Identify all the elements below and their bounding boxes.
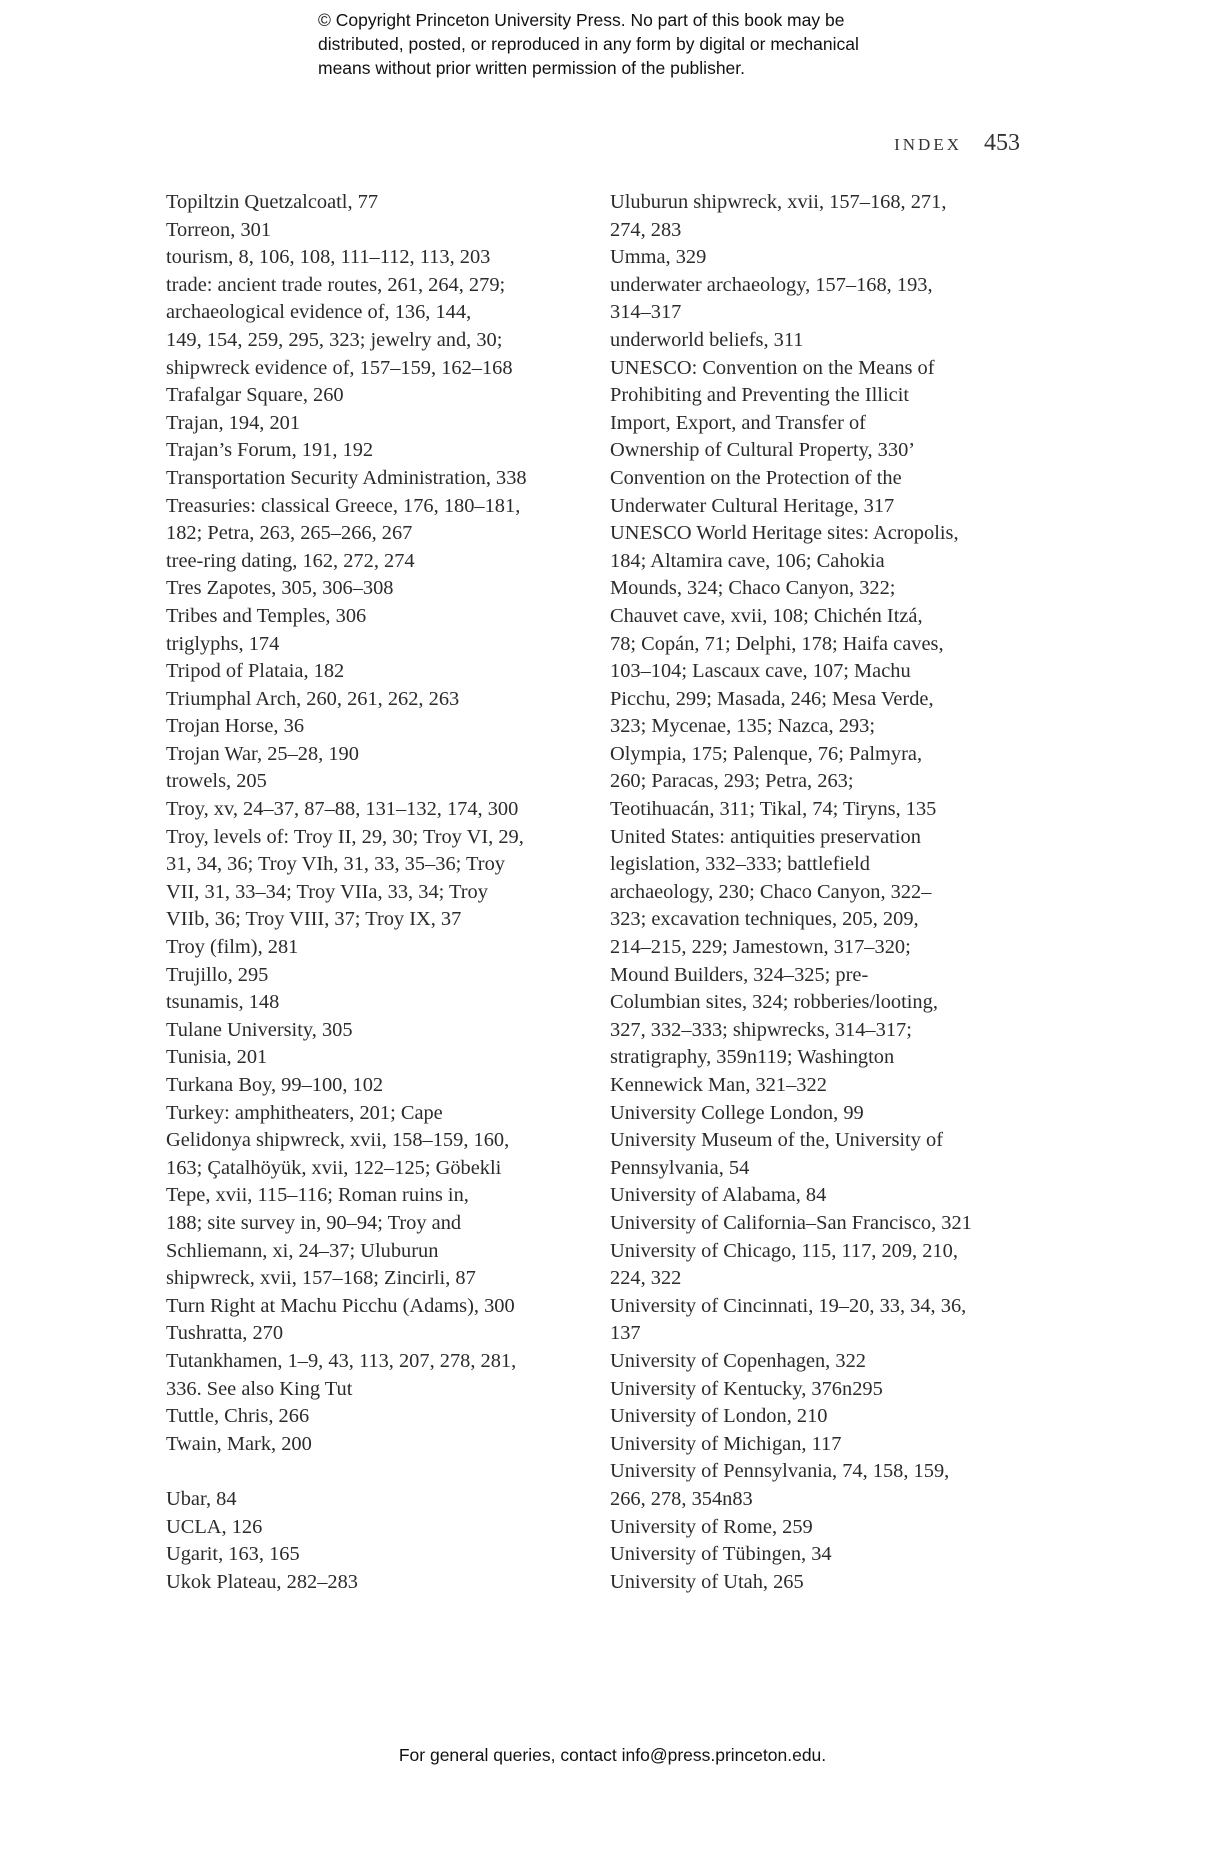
index-entry-line: Trajan, 194, 201: [166, 411, 301, 434]
footer-contact: For general queries, contact info@press.princeton.edu.: [398, 1745, 827, 1765]
index-entry: [610, 1127, 1038, 1182]
index-entry-line: Tunisia, 201: [166, 1046, 268, 1069]
index-entry-line: Trojan War, 25–28, 190: [166, 742, 359, 765]
index-entry: [610, 1100, 1038, 1128]
copyright-line: means without prior written permission of the publisher.: [318, 58, 746, 78]
index-entry-line: Underwater Cultural Heritage, 317: [610, 494, 895, 517]
index-entry-line: University of Michigan, 117: [610, 1432, 842, 1455]
index-entry: [166, 1569, 586, 1597]
index-entry-line: University of California–San Francisco, 321: [610, 1211, 972, 1234]
index-entry-line: Triumphal Arch, 260, 261, 262, 263: [166, 687, 460, 710]
index-entry: [166, 989, 586, 1017]
index-entry-line: University of Rome, 259: [610, 1515, 813, 1538]
index-entry-line: United States: antiquities preservation: [610, 825, 921, 848]
index-entry-line: Trujillo, 295: [166, 963, 269, 986]
index-entry: [166, 410, 586, 438]
index-entry-line: University Museum of the, University of: [610, 1129, 944, 1152]
copyright-notice: [318, 8, 958, 80]
index-entry-line: 214–215, 229; Jamestown, 317–320;: [610, 936, 911, 959]
index-entry: [610, 1210, 1038, 1238]
index-entry-line: Mound Builders, 324–325; pre-: [610, 963, 869, 986]
index-entry-line: 137: [610, 1322, 641, 1345]
index-entry-line: Torreon, 301: [166, 218, 272, 241]
index-entry-line: Ownership of Cultural Property, 330’: [610, 439, 916, 462]
index-entry-line: Import, Export, and Transfer of: [610, 411, 866, 434]
index-entry-line: 149, 154, 259, 295, 323; jewelry and, 30;: [166, 328, 503, 351]
index-entry-line: Tulane University, 305: [166, 1018, 353, 1041]
index-entry-line: 78; Copán, 71; Delphi, 178; Haifa caves,: [610, 632, 944, 655]
index-entry-line: 103–104; Lascaux cave, 107; Machu: [610, 660, 911, 683]
index-entry-line: Picchu, 299; Masada, 246; Mesa Verde,: [610, 687, 934, 710]
index-entry: [610, 1569, 1038, 1597]
index-entry-line: Topiltzin Quetzalcoatl, 77: [166, 191, 379, 213]
index-entry: [166, 603, 586, 631]
index-column-left: [166, 189, 586, 1596]
index-entry-line: 336. See also King Tut: [166, 1377, 353, 1400]
index-entry: [610, 189, 1038, 244]
index-entry: [166, 1100, 586, 1293]
index-entry-line: University of Utah, 265: [610, 1570, 804, 1593]
index-entry-line: University College London, 99: [610, 1101, 864, 1124]
index-entry-line: archaeological evidence of, 136, 144,: [166, 301, 472, 324]
index-entry: [166, 686, 586, 714]
index-entry: [166, 768, 586, 796]
index-entry-line: UNESCO: Convention on the Means of: [610, 356, 935, 379]
index-entry: [166, 1044, 586, 1072]
index-entry: [610, 1514, 1038, 1542]
index-entry-line: Ubar, 84: [166, 1487, 237, 1510]
running-head: [894, 130, 1020, 157]
index-entry: [166, 1072, 586, 1100]
index-entry: [610, 1541, 1038, 1569]
index-entry-line: Troy, levels of: Troy II, 29, 30; Troy VI, 29,: [166, 825, 524, 848]
index-entry: [610, 1238, 1038, 1293]
index-entry-line: trowels, 205: [166, 770, 267, 793]
index-entry: [166, 465, 586, 493]
index-entry-line: Tutankhamen, 1–9, 43, 113, 207, 278, 281,: [166, 1349, 517, 1372]
index-entry-line: University of Copenhagen, 322: [610, 1349, 866, 1372]
index-entry-line: 327, 332–333; shipwrecks, 314–317;: [610, 1018, 912, 1041]
index-entry-line: Transportation Security Administration, 338: [166, 466, 527, 489]
index-entry-line: Tepe, xvii, 115–116; Roman ruins in,: [166, 1184, 469, 1207]
index-entry-line: 163; Çatalhöyük, xvii, 122–125; Göbekli: [166, 1156, 502, 1179]
index-entry: [166, 796, 586, 824]
index-entry-line: tourism, 8, 106, 108, 111–112, 113, 203: [166, 246, 491, 269]
index-entry-line: 314–317: [610, 301, 682, 324]
index-entry-line: Kennewick Man, 321–322: [610, 1074, 827, 1096]
index-entry: [610, 520, 1038, 824]
index-entry: [166, 631, 586, 659]
index-entry-line: 184; Altamira cave, 106; Cahokia: [610, 549, 885, 572]
index-entry: [610, 1431, 1038, 1459]
index-entry: [166, 962, 586, 990]
index-entry-line: Troy (film), 281: [166, 936, 299, 959]
index-entry: [610, 1376, 1038, 1404]
index-entry-line: Tushratta, 270: [166, 1322, 284, 1345]
letter-group-gap: [166, 1458, 586, 1486]
index-entry-line: 182; Petra, 263, 265–266, 267: [166, 522, 413, 545]
index-entry: [166, 934, 586, 962]
index-entry: [610, 1182, 1038, 1210]
index-entry-line: stratigraphy, 359n119; Washington: [610, 1046, 895, 1069]
copyright-line: © Copyright Princeton University Press. No part of this book may be: [318, 10, 845, 30]
index-entry-line: Twain, Mark, 200: [166, 1432, 312, 1455]
index-entry: [610, 1293, 1038, 1348]
index-entry-line: Turkey: amphitheaters, 201; Cape: [166, 1101, 443, 1124]
index-entry-line: Prohibiting and Preventing the Illicit: [610, 384, 910, 407]
index-entry-line: Turn Right at Machu Picchu (Adams), 300: [166, 1294, 515, 1317]
index-entry: [166, 189, 586, 217]
index-entry-line: Turkana Boy, 99–100, 102: [166, 1074, 384, 1096]
index-entry-line: University of Chicago, 115, 117, 209, 210,: [610, 1239, 958, 1262]
index-entry-line: University of Cincinnati, 19–20, 33, 34, 36,: [610, 1294, 967, 1317]
index-entry: [166, 1293, 586, 1321]
copyright-line: distributed, posted, or reproduced in any form by digital or mechanical: [318, 34, 859, 54]
index-entry: [166, 1403, 586, 1431]
index-entry: [166, 272, 586, 382]
index-entry-line: trade: ancient trade routes, 261, 264, 279;: [166, 273, 506, 296]
index-entry-line: 188; site survey in, 90–94; Troy and: [166, 1211, 462, 1234]
index-entry-line: University of Pennsylvania, 74, 158, 159,: [610, 1460, 950, 1483]
index-entry-line: Schliemann, xi, 24–37; Uluburun: [166, 1239, 439, 1262]
index-entry: [166, 1431, 586, 1459]
index-entry-line: 323; excavation techniques, 205, 209,: [610, 908, 919, 931]
index-entry: [610, 244, 1038, 272]
index-entry-line: Pennsylvania, 54: [610, 1156, 750, 1179]
index-entry-line: Tres Zapotes, 305, 306–308: [166, 577, 394, 600]
index-entry: [166, 713, 586, 741]
index-entry-line: Columbian sites, 324; robberies/looting,: [610, 991, 938, 1014]
index-entry-line: Troy, xv, 24–37, 87–88, 131–132, 174, 300: [166, 798, 519, 821]
index-entry-line: Olympia, 175; Palenque, 76; Palmyra,: [610, 742, 923, 765]
index-entry-line: Treasuries: classical Greece, 176, 180–181,: [166, 494, 521, 517]
index-entry-line: Trojan Horse, 36: [166, 715, 305, 738]
running-head-label: INDEX: [894, 135, 962, 154]
index-entry-line: Tripod of Plataia, 182: [166, 660, 345, 683]
index-entry-line: Umma, 329: [610, 246, 707, 269]
index-entry-line: University of Kentucky, 376n295: [610, 1377, 883, 1400]
index-entry-line: 31, 34, 36; Troy VIh, 31, 33, 35–36; Troy: [166, 853, 505, 876]
index-entry: [166, 1486, 586, 1514]
index-entry: [610, 1458, 1038, 1513]
index-entry-line: Tuttle, Chris, 266: [166, 1405, 310, 1428]
index-entry-line: UCLA, 126: [166, 1515, 263, 1538]
index-entry-line: legislation, 332–333; battlefield: [610, 853, 870, 876]
index-entry-line: University of Alabama, 84: [610, 1184, 827, 1207]
index-entry: [166, 1348, 586, 1403]
index-entry-line: 266, 278, 354n83: [610, 1487, 753, 1510]
index-entry-line: Convention on the Protection of the: [610, 466, 902, 489]
index-entry: [166, 437, 586, 465]
index-entry-line: VII, 31, 33–34; Troy VIIa, 33, 34; Troy: [166, 880, 488, 903]
index-entry: [166, 1320, 586, 1348]
index-entry: [166, 1017, 586, 1045]
index-entry-line: archaeology, 230; Chaco Canyon, 322–: [610, 880, 932, 903]
index-entry: [610, 272, 1038, 327]
index-entry: [166, 244, 586, 272]
index-entry-line: 260; Paracas, 293; Petra, 263;: [610, 770, 854, 793]
index-entry-line: 224, 322: [610, 1267, 682, 1290]
index-entry: [166, 493, 586, 548]
index-entry-line: Ugarit, 163, 165: [166, 1543, 300, 1566]
index-entry-line: Teotihuacán, 311; Tikal, 74; Tiryns, 135: [610, 798, 937, 821]
index-entry: [166, 548, 586, 576]
index-entry-line: shipwreck evidence of, 157–159, 162–168: [166, 356, 513, 379]
index-entry-line: underwater archaeology, 157–168, 193,: [610, 273, 933, 296]
index-entry-line: VIIb, 36; Troy VIII, 37; Troy IX, 37: [166, 908, 462, 931]
index-entry: [610, 1403, 1038, 1431]
index-entry-line: Uluburun shipwreck, xvii, 157–168, 271,: [610, 191, 947, 213]
index-entry: [610, 327, 1038, 355]
index-entry-line: University of Tübingen, 34: [610, 1543, 832, 1566]
index-entry-line: shipwreck, xvii, 157–168; Zincirli, 87: [166, 1267, 476, 1290]
index-entry: [610, 824, 1038, 1100]
index-column-right: [610, 189, 1038, 1596]
index-entry-line: tree-ring dating, 162, 272, 274: [166, 549, 415, 572]
index-entry: [166, 575, 586, 603]
index-entry-line: Trajan’s Forum, 191, 192: [166, 439, 374, 462]
index-entry-line: Chauvet cave, xvii, 108; Chichén Itzá,: [610, 604, 923, 627]
page-number: 453: [984, 130, 1020, 156]
index-entry-line: triglyphs, 174: [166, 632, 280, 655]
index-entry-line: Trafalgar Square, 260: [166, 384, 344, 407]
index-entry-line: Mounds, 324; Chaco Canyon, 322;: [610, 577, 896, 600]
index-entry: [166, 382, 586, 410]
index-entry-line: 323; Mycenae, 135; Nazca, 293;: [610, 715, 875, 738]
index-entry-line: University of London, 210: [610, 1405, 828, 1428]
index-entry: [166, 217, 586, 245]
index-entry: [166, 658, 586, 686]
index-entry: [166, 741, 586, 769]
index-entry-line: underworld beliefs, 311: [610, 328, 804, 351]
index-entry-line: tsunamis, 148: [166, 991, 280, 1014]
index-entry: [610, 355, 1038, 521]
index-entry-line: Tribes and Temples, 306: [166, 604, 367, 627]
index-entry-line: Ukok Plateau, 282–283: [166, 1570, 358, 1593]
index-entry: [166, 1541, 586, 1569]
index-entry: [610, 1348, 1038, 1376]
index-entry: [166, 1514, 586, 1542]
index-entry-line: UNESCO World Heritage sites: Acropolis,: [610, 522, 959, 545]
index-entry-line: 274, 283: [610, 218, 682, 241]
index-entry-line: Gelidonya shipwreck, xvii, 158–159, 160,: [166, 1129, 510, 1152]
index-entry: [166, 824, 586, 934]
